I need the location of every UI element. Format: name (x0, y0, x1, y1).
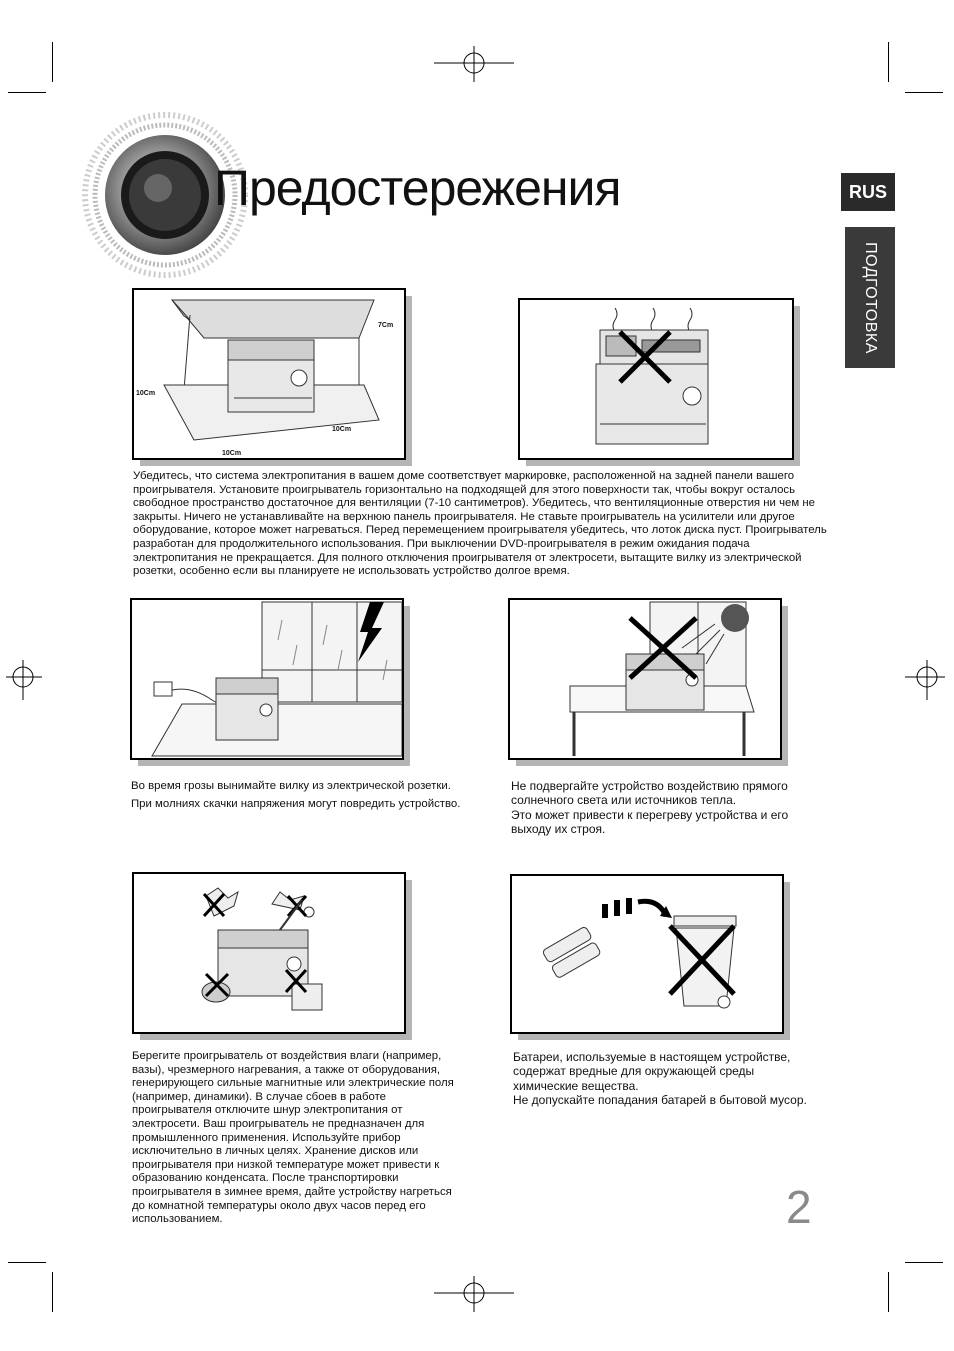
registration-mark (6, 660, 42, 700)
battery-paragraph-2: Не допускайте попадания батарей в бытовой мусор. (513, 1093, 807, 1108)
registration-mark (905, 660, 945, 700)
registration-mark (434, 1276, 514, 1312)
crop-mark (8, 92, 46, 93)
crop-mark (52, 42, 53, 82)
storm-text (131, 777, 461, 813)
section-tab (845, 227, 895, 368)
crop-mark (888, 1272, 889, 1312)
clearance-label-top: 7Cm (378, 322, 394, 329)
section-tab-label: ПОДГОТОВКА (862, 241, 879, 354)
clearance-label-left: 10Cm (136, 390, 156, 397)
moisture-paragraph: Берегите проигрыватель от воздействия влаги (например, вазы), чрезмерного нагревания, а также от оборудования, генерирующего сильные магнитные или электрические поля (например, динамики). В случае сбоев в работе проигрывателя отключите шнур электропитания от электросети. Ваш проигрыватель не предназначен для промышленного применения. Используйте прибор исключительно в личных целях. Хранение дисков или проигрывателя при низкой температуре может привести к образованию конденсата. После транспортировки проигрывателя в зимнее время, дайте устройству нагреться до комнатной температуры около двух часов перед его использованием. (132, 1050, 454, 1226)
crop-mark (905, 1262, 943, 1263)
moisture-illustration (134, 874, 404, 1032)
heat-source-illustration (520, 300, 792, 458)
moisture-figure (132, 872, 406, 1034)
registration-mark (434, 46, 514, 82)
page-title: Предостережения (214, 160, 621, 216)
ventilation-illustration (134, 290, 404, 458)
battery-figure (510, 874, 784, 1034)
thunderstorm-illustration (132, 600, 402, 758)
storm-paragraph-2: При молниях скачки напряжения могут повредить устройство. (131, 798, 461, 810)
battery-text (513, 1050, 818, 1108)
language-tab: RUS (841, 173, 895, 211)
sunlight-figure (508, 598, 782, 760)
battery-paragraph-1: Батареи, используемые в настоящем устройстве, содержат вредные для окружающей среды химические вещества. (513, 1050, 791, 1093)
installation-paragraph: Убедитесь, что система электропитания в вашем доме соответствует маркировке, расположенной на задней панели вашего проигрывателя. Установите проигрыватель горизонтально на подходящей для этого поверхности так, чтобы вокруг осталось свободное пространство достаточное для вентиляции (7-10 сантиметров). Убедитесь, что вентиляционные отверстия ни чем не закрыты. Ничего не устанавливайте на верхнюю панель проигрывателя. Не ставьте проигрыватель на усилители или другое оборудование, которое может нагреваться. Перед перемещением проигрывателя убедитесь, что лоток диска пуст. Проигрыватель разработан для продолжительного использования. При выключении DVD-проигрывателя в режим ожидания подача электропитания не прекращается. Для полного отключения проигрывателя от электросети, вытащите вилку из электрической розетки, особенно если вы планируете не использовать устройство долгое время. (133, 470, 827, 578)
ventilation-figure (132, 288, 406, 460)
crop-mark (52, 1272, 53, 1312)
heat-source-figure (518, 298, 794, 460)
sunlight-paragraph-1: Не подвергайте устройство воздействию прямого солнечного света или источников тепла. (511, 779, 788, 808)
moisture-text (132, 1050, 467, 1227)
sunlight-paragraph-2: Это может привести к перегреву устройства и его выходу их строя. (511, 807, 789, 837)
installation-text (133, 470, 828, 579)
sunlight-illustration (510, 600, 780, 758)
crop-mark (905, 92, 943, 93)
clearance-label-bottom: 10Cm (222, 450, 242, 457)
sunlight-text (511, 779, 811, 837)
clearance-label-right: 10Cm (332, 426, 352, 433)
storm-paragraph-1: Во время грозы вынимайте вилку из электрической розетки. (131, 780, 451, 792)
battery-illustration (512, 876, 782, 1032)
crop-mark (8, 1262, 46, 1263)
crop-mark (888, 42, 889, 82)
page-number: 2 (786, 1181, 812, 1233)
thunderstorm-figure (130, 598, 404, 760)
